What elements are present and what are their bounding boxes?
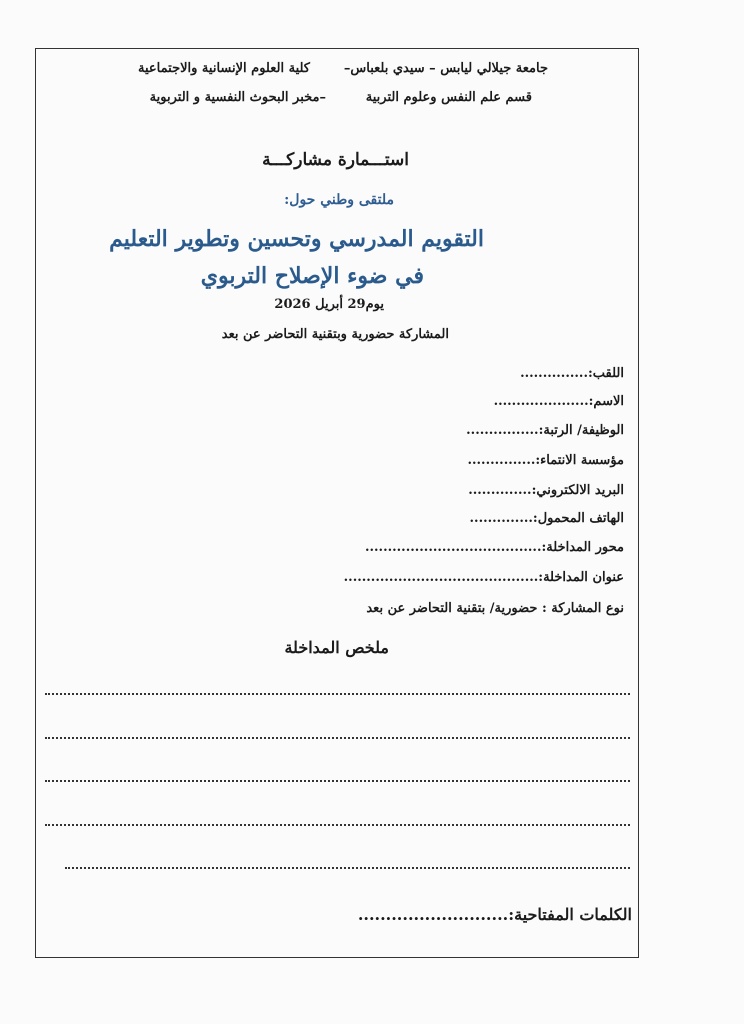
conference-date: يوم29 أبريل 2026 bbox=[274, 297, 384, 312]
abstract-line bbox=[45, 779, 630, 782]
faculty-name: كلية العلوم الإنسانية والاجتماعية bbox=[138, 61, 310, 76]
field-name: الاسم:..................... bbox=[493, 394, 624, 409]
field-paper-title: عنوان المداخلة:........................................... bbox=[343, 570, 624, 585]
university-name: جامعة جيلالي ليابس – سيدي بلعباس– bbox=[343, 61, 548, 76]
field-surname: اللقب:............... bbox=[520, 366, 624, 381]
conference-title-line-1: التقويم المدرسي وتحسين وتطوير التعليم bbox=[109, 226, 484, 252]
field-email: البريد الالكتروني:.............. bbox=[468, 483, 624, 498]
field-mobile-phone: الهاتف المحمول:.............. bbox=[469, 511, 624, 526]
keywords-field: الكلمات المفتاحية:........................... bbox=[357, 905, 632, 924]
conference-title-line-2: في ضوء الإصلاح التربوي bbox=[200, 263, 424, 289]
conference-subtitle: ملتقى وطني حول: bbox=[284, 192, 394, 208]
lab-name: –مخبر البحوث النفسية و التربوية bbox=[149, 90, 326, 105]
abstract-line bbox=[45, 736, 630, 739]
abstract-line bbox=[65, 866, 630, 869]
participation-mode: المشاركة حضورية وبتقنية التحاضر عن بعد bbox=[221, 327, 449, 342]
field-position-rank: الوظيفة/ الرتبة:................ bbox=[466, 423, 624, 438]
abstract-title: ملخص المداخلة bbox=[284, 638, 389, 657]
form-title: استـــمارة مشاركـــة bbox=[262, 150, 409, 170]
form-frame bbox=[35, 48, 639, 958]
field-institution: مؤسسة الانتماء:............... bbox=[467, 453, 624, 468]
department-name: قسم علم النفس وعلوم التربية bbox=[365, 90, 532, 105]
field-axis: محور المداخلة:....................................... bbox=[364, 540, 624, 555]
abstract-line bbox=[45, 692, 630, 695]
abstract-line bbox=[45, 823, 630, 826]
field-participation-type: نوع المشاركة : حضورية/ بتقنية التحاضر عن بعد bbox=[366, 601, 624, 616]
